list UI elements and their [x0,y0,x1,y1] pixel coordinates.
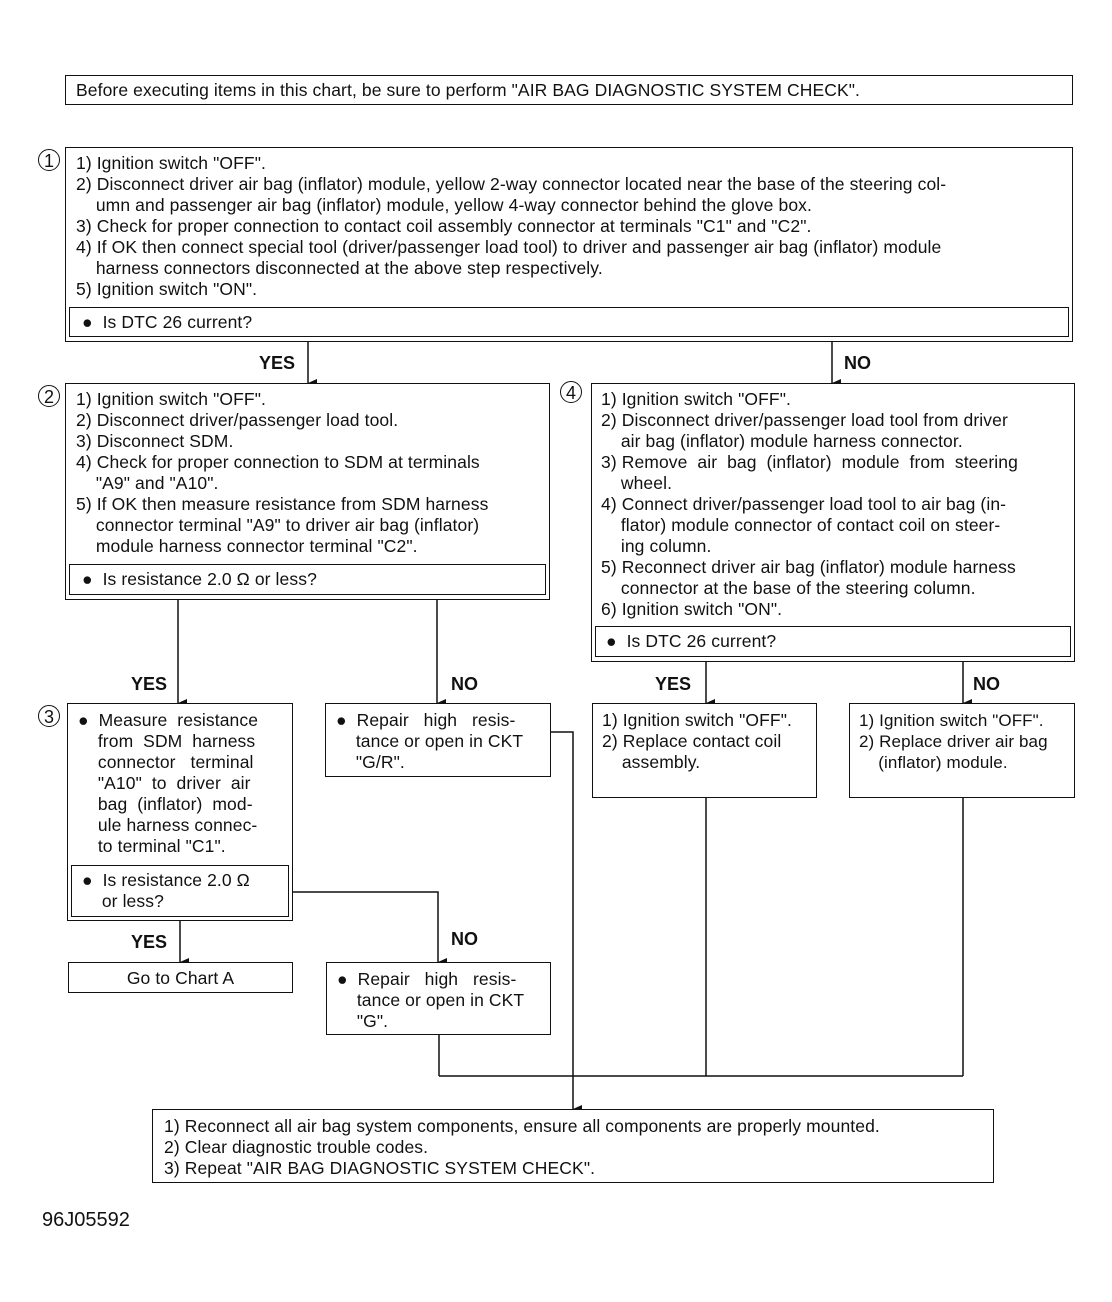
final-step-box [152,1109,994,1183]
replace-coil-line-1: 1) Ignition switch "OFF". [602,710,792,730]
step-3-box [67,703,293,921]
replace-driver-line-3: (inflator) module. [859,753,1008,772]
step-3-line-7: to terminal "C1". [78,836,226,856]
step-2-question-box [69,564,546,595]
label-s1-yes: YES [259,353,296,373]
repair-g-box [326,962,551,1035]
step-1-line-1: 1) Ignition switch "OFF". [76,153,266,173]
step-2-line-8: module harness connector terminal "C2". [76,536,418,556]
replace-driver-line-1: 1) Ignition switch "OFF". [859,711,1044,730]
step-3-line-5: bag (inflator) mod- [78,794,253,814]
step-1-box [65,147,1073,342]
step-1-line-4: 3) Check for proper connection to contact coil assembly connector at terminals "C1" and "C2". [76,216,812,236]
label-s4-yes: YES [655,674,692,694]
step-2-box [65,383,550,600]
step-3-question-line-2: or less? [82,891,164,911]
step-2-line-6: 5) If OK then measure resistance from SDM harness [76,494,489,514]
step-4-line-7: flator) module connector of contact coil on steer- [601,515,1001,535]
repair-g-line-1: ● Repair high resis- [337,969,517,989]
step-4-line-2: 2) Disconnect driver/passenger load tool from driver [601,410,1008,430]
label-s1-no: NO [844,353,871,373]
step-2-line-7: connector terminal "A9" to driver air bag (inflator) [76,515,480,535]
arrow-s3-no [292,892,438,962]
step-3-line-3: connector terminal [78,752,254,772]
step-3-line-6: ule harness connec- [78,815,258,835]
replace-coil-line-3: assembly. [602,752,701,772]
final-line-3: 3) Repeat "AIR BAG DIAGNOSTIC SYSTEM CHECK". [164,1158,596,1178]
step-4-question: ● Is DTC 26 current? [606,631,777,651]
step-2-line-3: 3) Disconnect SDM. [76,431,234,451]
repair-g-line-3: "G". [337,1011,389,1031]
step-2-line-1: 1) Ignition switch "OFF". [76,389,266,409]
repair-gr-line-3: "G/R". [336,752,405,772]
replace-driver-line-2: 2) Replace driver air bag [859,732,1048,751]
step-1-line-6: harness connectors disconnected at the above step respectively. [76,258,603,278]
step-4-line-1: 1) Ignition switch "OFF". [601,389,791,409]
step-4-line-11: 6) Ignition switch "ON". [601,599,783,619]
label-s2-no: NO [451,674,478,694]
step-1-line-7: 5) Ignition switch "ON". [76,279,258,299]
step-4-number: 4 [560,381,582,403]
step-4-box [591,383,1075,662]
repair-gr-line-2: tance or open in CKT [336,731,524,751]
replace-driver-box [849,703,1075,798]
figure-id: 96J05592 [42,1209,130,1231]
step-2-line-4: 4) Check for proper connection to SDM at terminals [76,452,480,472]
step-2-line-2: 2) Disconnect driver/passenger load tool. [76,410,399,430]
go-to-chart-a-box [68,962,293,993]
header-note: Before executing items in this chart, be sure to perform "AIR BAG DIAGNOSTIC SYSTEM CHECK". [76,80,860,100]
step-4-line-10: connector at the base of the steering column. [601,578,976,598]
label-s4-no: NO [973,674,1000,694]
step-4-line-4: 3) Remove air bag (inflator) module from steering [601,452,1018,472]
final-line-2: 2) Clear diagnostic trouble codes. [164,1137,429,1157]
step-3-line-2: from SDM harness [78,731,256,751]
step-1-number: 1 [38,149,60,171]
step-4-line-8: ing column. [601,536,712,556]
label-s3-yes: YES [131,932,168,952]
step-3-line-4: "A10" to driver air [78,773,251,793]
step-4-line-3: air bag (inflator) module harness connector. [601,431,963,451]
step-4-line-9: 5) Reconnect driver air bag (inflator) module harness [601,557,1016,577]
replace-coil-line-2: 2) Replace contact coil [602,731,782,751]
final-line-1: 1) Reconnect all air bag system components, ensure all components are properly mounted. [164,1116,880,1136]
label-s2-yes: YES [131,674,168,694]
step-4-line-5: wheel. [601,473,673,493]
step-2-line-5: "A9" and "A10". [76,473,219,493]
repair-gr-box [325,703,551,777]
step-1-line-3: umn and passenger air bag (inflator) module, yellow 4-way connector behind the glove box. [76,195,812,215]
step-4-question-box [595,626,1071,657]
step-3-question-box [71,865,289,917]
repair-g-line-2: tance or open in CKT [337,990,525,1010]
step-3-line-1: ● Measure resistance [78,710,259,730]
arrow-repair-gr-final [550,732,573,1109]
step-2-number: 2 [38,385,60,407]
step-1-line-5: 4) If OK then connect special tool (driver/passenger load tool) to driver and passenger air bag (inflator) module [76,237,942,257]
step-3-number: 3 [38,705,60,727]
step-2-question: ● Is resistance 2.0 Ω or less? [82,569,317,589]
header-note-box [65,75,1073,105]
step-3-question-line-1: ● Is resistance 2.0 Ω [82,870,250,890]
step-1-question: ● Is DTC 26 current? [82,312,253,332]
replace-coil-box [592,703,817,798]
label-s3-no: NO [451,929,478,949]
repair-gr-line-1: ● Repair high resis- [336,710,516,730]
step-1-line-2: 2) Disconnect driver air bag (inflator) module, yellow 2-way connector located near the base of the steering col- [76,174,947,194]
step-1-question-box [69,307,1069,337]
go-to-chart-a: Go to Chart A [126,968,235,988]
step-4-line-6: 4) Connect driver/passenger load tool to air bag (in- [601,494,1007,514]
